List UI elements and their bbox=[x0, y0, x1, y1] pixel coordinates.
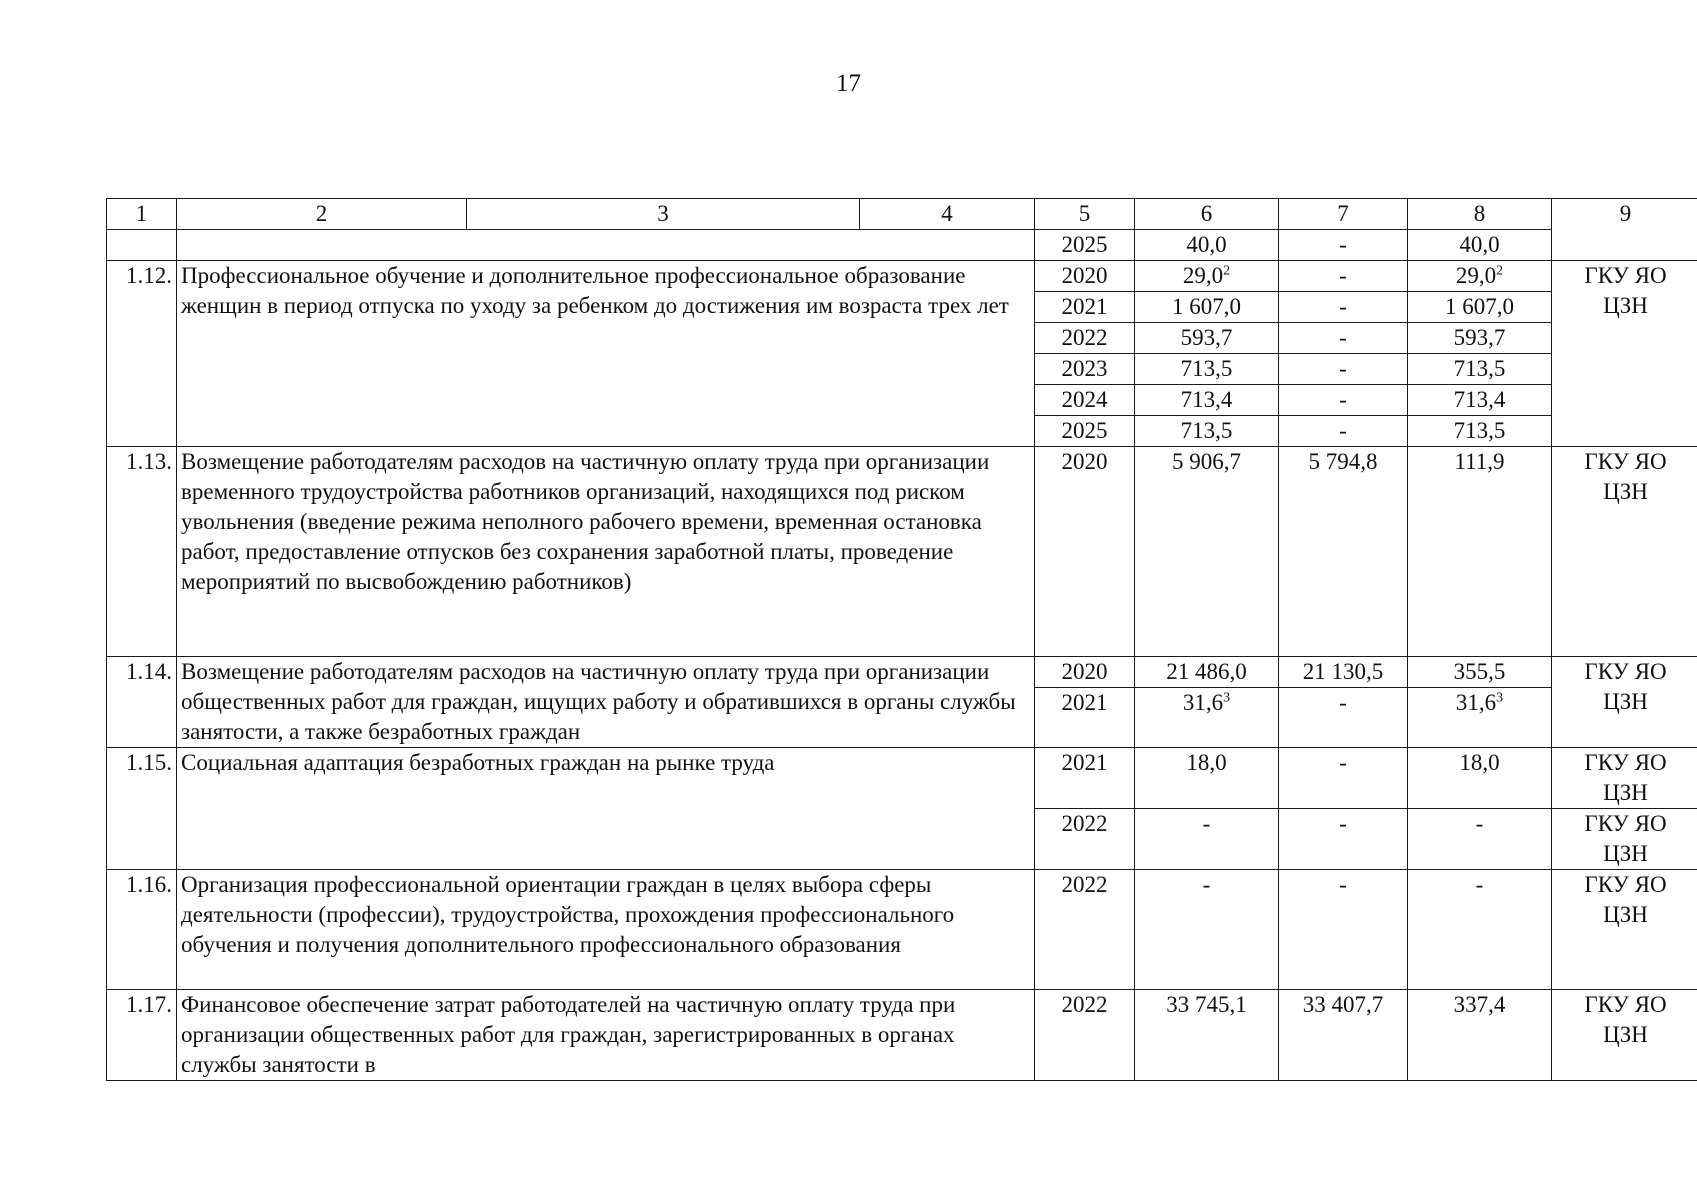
federal-cell bbox=[1279, 323, 1408, 354]
federal-cell-value: - bbox=[1339, 387, 1347, 412]
regional-cell-value: 1 607,0 bbox=[1445, 294, 1514, 319]
federal-cell-value: - bbox=[1339, 294, 1347, 319]
regional-cell bbox=[1408, 292, 1552, 323]
regional-cell bbox=[1408, 261, 1552, 292]
total-cell-value: 713,5 bbox=[1180, 418, 1233, 443]
item-description: Возмещение работодателям расходов на частичную оплату труда при организации общественных работ для граждан, ищущих работу и обратившихся в органы службы занятости, а также безработных граждан bbox=[177, 657, 1035, 748]
executor-cell: ГКУ ЯО ЦЗН bbox=[1552, 657, 1697, 748]
federal-cell-value: - bbox=[1339, 811, 1347, 836]
item-number: 1.15. bbox=[107, 748, 177, 870]
item-description: Организация профессиональной ориентации граждан в целях выбора сферы деятельности (профессии), трудоустройства, прохождения профессионального обучения и получения дополнительного профессионального образования bbox=[177, 870, 1035, 990]
federal-cell bbox=[1279, 990, 1408, 1081]
federal-cell bbox=[1279, 261, 1408, 292]
footnote-mark: 3 bbox=[1496, 690, 1504, 706]
total-cell-value: 31,6 bbox=[1182, 690, 1224, 715]
total-cell: 40,0 bbox=[1135, 230, 1279, 261]
federal-cell-value: 5 794,8 bbox=[1308, 449, 1378, 474]
regional-cell-value: 111,9 bbox=[1454, 449, 1505, 474]
total-cell bbox=[1135, 657, 1279, 688]
federal-cell-value: - bbox=[1339, 263, 1347, 288]
item-description: Финансовое обеспечение затрат работодателей на частичную оплату труда при организации общественных работ для граждан, зарегистрированных в органах службы занятости в bbox=[177, 990, 1035, 1081]
federal-cell-value: 21 130,5 bbox=[1302, 659, 1384, 684]
regional-cell: 40,0 bbox=[1408, 230, 1552, 261]
header-cell: 4 bbox=[860, 199, 1035, 230]
executor-cell: ГКУ ЯО ЦЗН bbox=[1552, 261, 1697, 447]
total-cell bbox=[1135, 688, 1279, 748]
footnote-mark: 3 bbox=[1223, 690, 1231, 706]
regional-cell-value: 337,4 bbox=[1453, 992, 1506, 1017]
federal-cell-value: - bbox=[1339, 872, 1347, 897]
regional-cell-value: 593,7 bbox=[1453, 325, 1506, 350]
regional-cell bbox=[1408, 657, 1552, 688]
item-description: Профессиональное обучение и дополнительное профессиональное образование женщин в период отпуска по уходу за ребенком до достижения им возраста трех лет bbox=[177, 261, 1035, 447]
table-row bbox=[107, 447, 1697, 657]
regional-cell-value: 713,5 bbox=[1453, 418, 1506, 443]
year-cell: 2021 bbox=[1035, 688, 1135, 748]
federal-cell bbox=[1279, 657, 1408, 688]
footnote-mark: 2 bbox=[1496, 263, 1504, 279]
executor-cell: ГКУ ЯО ЦЗН bbox=[1552, 870, 1697, 990]
regional-cell-value: 355,5 bbox=[1453, 659, 1506, 684]
regional-cell bbox=[1408, 870, 1552, 990]
federal-cell bbox=[1279, 292, 1408, 323]
header-cell: 9 bbox=[1552, 199, 1697, 261]
regional-cell bbox=[1408, 354, 1552, 385]
executor-cell: ГКУ ЯО ЦЗН bbox=[1552, 809, 1697, 870]
federal-cell-value: - bbox=[1339, 356, 1347, 381]
header-cell: 6 bbox=[1135, 199, 1279, 230]
total-cell-value: 713,4 bbox=[1180, 387, 1233, 412]
total-cell bbox=[1135, 385, 1279, 416]
table-row bbox=[107, 657, 1697, 688]
federal-cell-value: - bbox=[1339, 690, 1347, 715]
regional-cell-value: 713,4 bbox=[1453, 387, 1506, 412]
total-cell-value: 33 745,1 bbox=[1166, 992, 1247, 1017]
regional-cell bbox=[1408, 809, 1552, 870]
table-row bbox=[107, 261, 1697, 292]
total-cell-value: 593,7 bbox=[1180, 325, 1233, 350]
federal-cell-value: - bbox=[1339, 418, 1347, 443]
table-row bbox=[107, 230, 1697, 261]
federal-cell: - bbox=[1279, 230, 1408, 261]
year-cell: 2022 bbox=[1035, 809, 1135, 870]
regional-cell bbox=[1408, 385, 1552, 416]
year-cell: 2020 bbox=[1035, 261, 1135, 292]
year-cell: 2021 bbox=[1035, 748, 1135, 809]
header-cell: 1 bbox=[107, 199, 177, 230]
item-number: 1.12. bbox=[107, 261, 177, 447]
year-cell: 2020 bbox=[1035, 657, 1135, 688]
year-cell: 2022 bbox=[1035, 870, 1135, 990]
total-cell bbox=[1135, 990, 1279, 1081]
total-cell-value: 21 486,0 bbox=[1166, 659, 1247, 684]
total-cell bbox=[1135, 809, 1279, 870]
regional-cell bbox=[1408, 748, 1552, 809]
total-cell-value: - bbox=[1202, 872, 1211, 897]
total-cell-value: 18,0 bbox=[1186, 750, 1227, 775]
total-cell-value: 29,0 bbox=[1182, 263, 1224, 288]
regional-cell-value: - bbox=[1475, 811, 1484, 836]
year-cell: 2025 bbox=[1035, 416, 1135, 447]
total-cell bbox=[1135, 292, 1279, 323]
item-number: 1.13. bbox=[107, 447, 177, 657]
table-header-row bbox=[107, 199, 1697, 230]
federal-cell bbox=[1279, 354, 1408, 385]
federal-cell bbox=[1279, 870, 1408, 990]
total-cell bbox=[1135, 323, 1279, 354]
year-cell: 2021 bbox=[1035, 292, 1135, 323]
year-cell: 2022 bbox=[1035, 323, 1135, 354]
total-cell bbox=[1135, 447, 1279, 657]
federal-cell-value: - bbox=[1339, 325, 1347, 350]
total-cell bbox=[1135, 748, 1279, 809]
total-cell-value: 1 607,0 bbox=[1172, 294, 1241, 319]
footnote-mark: 2 bbox=[1223, 263, 1231, 279]
year-cell: 2024 bbox=[1035, 385, 1135, 416]
header-cell: 8 bbox=[1408, 199, 1552, 230]
total-cell bbox=[1135, 416, 1279, 447]
total-cell bbox=[1135, 261, 1279, 292]
federal-cell bbox=[1279, 385, 1408, 416]
total-cell-value: 5 906,7 bbox=[1172, 449, 1241, 474]
year-cell: 2022 bbox=[1035, 990, 1135, 1081]
total-cell bbox=[1135, 870, 1279, 990]
regional-cell-value: - bbox=[1475, 872, 1484, 897]
regional-cell bbox=[1408, 447, 1552, 657]
federal-cell bbox=[1279, 688, 1408, 748]
federal-cell bbox=[1279, 447, 1408, 657]
executor-cell: ГКУ ЯО ЦЗН bbox=[1552, 447, 1697, 657]
federal-cell bbox=[1279, 416, 1408, 447]
year-cell: 2025 bbox=[1035, 230, 1135, 261]
regional-cell-value: 18,0 bbox=[1459, 750, 1500, 775]
header-cell: 3 bbox=[467, 199, 860, 230]
federal-cell-value: - bbox=[1339, 750, 1347, 775]
table-row bbox=[107, 748, 1697, 809]
header-cell: 2 bbox=[177, 199, 467, 230]
executor-cell: ГКУ ЯО ЦЗН bbox=[1552, 748, 1697, 809]
federal-cell-value: 33 407,7 bbox=[1302, 992, 1384, 1017]
page-number: 17 bbox=[836, 70, 861, 97]
executor-cell: ГКУ ЯО ЦЗН bbox=[1552, 990, 1697, 1081]
item-description: Возмещение работодателям расходов на частичную оплату труда при организации временного трудоустройства работников организаций, находящихся под риском увольнения (введение режима неполного рабочего времени, временная остановка работ, предоставление отпусков без сохранения заработной платы, проведение мероприятий по высвобождению работников) bbox=[177, 447, 1035, 657]
federal-cell bbox=[1279, 809, 1408, 870]
year-cell: 2020 bbox=[1035, 447, 1135, 657]
total-cell bbox=[1135, 354, 1279, 385]
header-cell: 5 bbox=[1035, 199, 1135, 230]
regional-cell bbox=[1408, 688, 1552, 748]
measures-table bbox=[106, 198, 1697, 1081]
year-cell: 2023 bbox=[1035, 354, 1135, 385]
regional-cell bbox=[1408, 990, 1552, 1081]
item-number: 1.14. bbox=[107, 657, 177, 748]
table-row bbox=[107, 990, 1697, 1081]
federal-cell bbox=[1279, 748, 1408, 809]
regional-cell bbox=[1408, 416, 1552, 447]
item-number: 1.16. bbox=[107, 870, 177, 990]
total-cell-value: - bbox=[1202, 811, 1211, 836]
item-description: Социальная адаптация безработных граждан на рынке труда bbox=[177, 748, 1035, 870]
total-cell-value: 713,5 bbox=[1180, 356, 1233, 381]
empty-cell bbox=[107, 230, 177, 261]
item-number: 1.17. bbox=[107, 990, 177, 1081]
regional-cell-value: 31,6 bbox=[1455, 690, 1497, 715]
regional-cell-value: 713,5 bbox=[1453, 356, 1506, 381]
table-row bbox=[107, 870, 1697, 990]
regional-cell-value: 29,0 bbox=[1455, 263, 1497, 288]
header-cell: 7 bbox=[1279, 199, 1408, 230]
empty-cell bbox=[177, 230, 1035, 261]
regional-cell bbox=[1408, 323, 1552, 354]
